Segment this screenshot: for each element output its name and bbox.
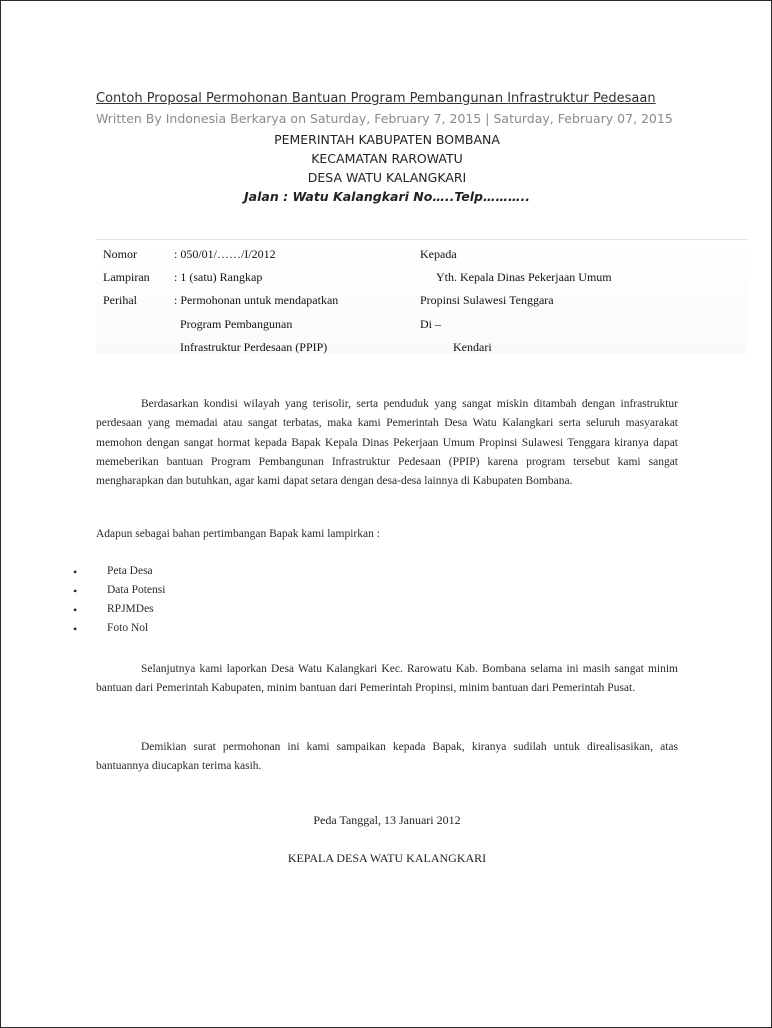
letterhead-district: KECAMATAN RAROWATU [311, 151, 463, 166]
lampiran-label: Lampiran [103, 270, 150, 284]
body-paragraph-closing: Demikian surat permohonan ini kami sampaikan kepada Bapak, kiranya sudilah untuk direalisasikan, atas bantuannya diucapkan terima kasih. [96, 741, 678, 773]
document-title[interactable]: Contoh Proposal Permohonan Bantuan Program Pembangunan Infrastruktur Pedesaan [96, 91, 656, 106]
bullet-icon: • [73, 584, 78, 598]
perihal-value-line2: Program Pembangunan [180, 317, 293, 331]
attachments-intro: Adapun sebagai bahan pertimbangan Bapak kami lampirkan : [96, 528, 380, 540]
lampiran-value: : 1 (satu) Rangkap [174, 270, 263, 284]
letterhead-government: PEMERINTAH KABUPATEN BOMBANA [274, 132, 500, 147]
bullet-icon: • [73, 565, 78, 579]
attachment-item-label: Peta Desa [107, 565, 153, 577]
perihal-label: Perihal [103, 293, 137, 307]
recipient-province: Propinsi Sulawesi Tenggara [420, 293, 554, 307]
nomor-label: Nomor [103, 247, 137, 261]
letterhead-address: Jalan : Watu Kalangkari No…..Telp……….. [244, 189, 530, 204]
attachment-item-label: RPJMDes [107, 603, 154, 615]
post-byline: Written By Indonesia Berkarya on Saturday, February 7, 2015 | Saturday, February 07, 2015 [96, 111, 673, 126]
kepada-label: Kepada [420, 247, 457, 261]
attachment-item-label: Foto Nol [107, 622, 149, 634]
attachment-item-label: Data Potensi [107, 584, 166, 596]
perihal-value-line3: Infrastruktur Perdesaan (PPIP) [180, 340, 328, 354]
body-paragraph-report: Selanjutnya kami laporkan Desa Watu Kalangkari Kec. Rarowatu Kab. Bombana selama ini masih sangat minim bantuan dari Pemerintah Kabupaten, minim bantuan dari Pemerintah Propinsi, minim bantuan dari Pemerintah Pusat. [96, 663, 678, 695]
place-date: Peda Tanggal, 13 Januari 2012 [313, 813, 461, 827]
bullet-icon: • [73, 603, 78, 617]
recipient-title: Yth. Kepala Dinas Pekerjaan Umum [436, 270, 612, 284]
bullet-icon: • [73, 622, 78, 636]
letterhead-village: DESA WATU KALANGKARI [307, 170, 467, 185]
nomor-value: : 050/01/……/I/2012 [174, 247, 276, 261]
body-paragraph-request: Berdasarkan kondisi wilayah yang terisolir, serta penduduk yang sangat miskin ditambah dengan infrastruktur perdesaan yang memadai atau sangat terbatas, maka kami Pemerintah Desa Watu Kalangkari serta seluruh masyarakat memohon dengan sangat hormat kepada Bapak Kepala Dinas Pekerjaan Umum Propinsi Sulawesi Tenggara kiranya dapat memeberikan bantuan Program Pembangunan Infrastruktur Pedesaan (PPIP) karena program tersebut kami sangat mengharapkan dan butuhkan, agar kami dapat setara dengan desa-desa lainnya di Kabupaten Bombana. [96, 398, 678, 488]
recipient-at: Di – [420, 317, 441, 331]
recipient-city: Kendari [453, 340, 492, 354]
perihal-value-line1: : Permohonan untuk mendapatkan [174, 293, 339, 307]
signatory-title: KEPALA DESA WATU KALANGKARI [287, 851, 487, 865]
